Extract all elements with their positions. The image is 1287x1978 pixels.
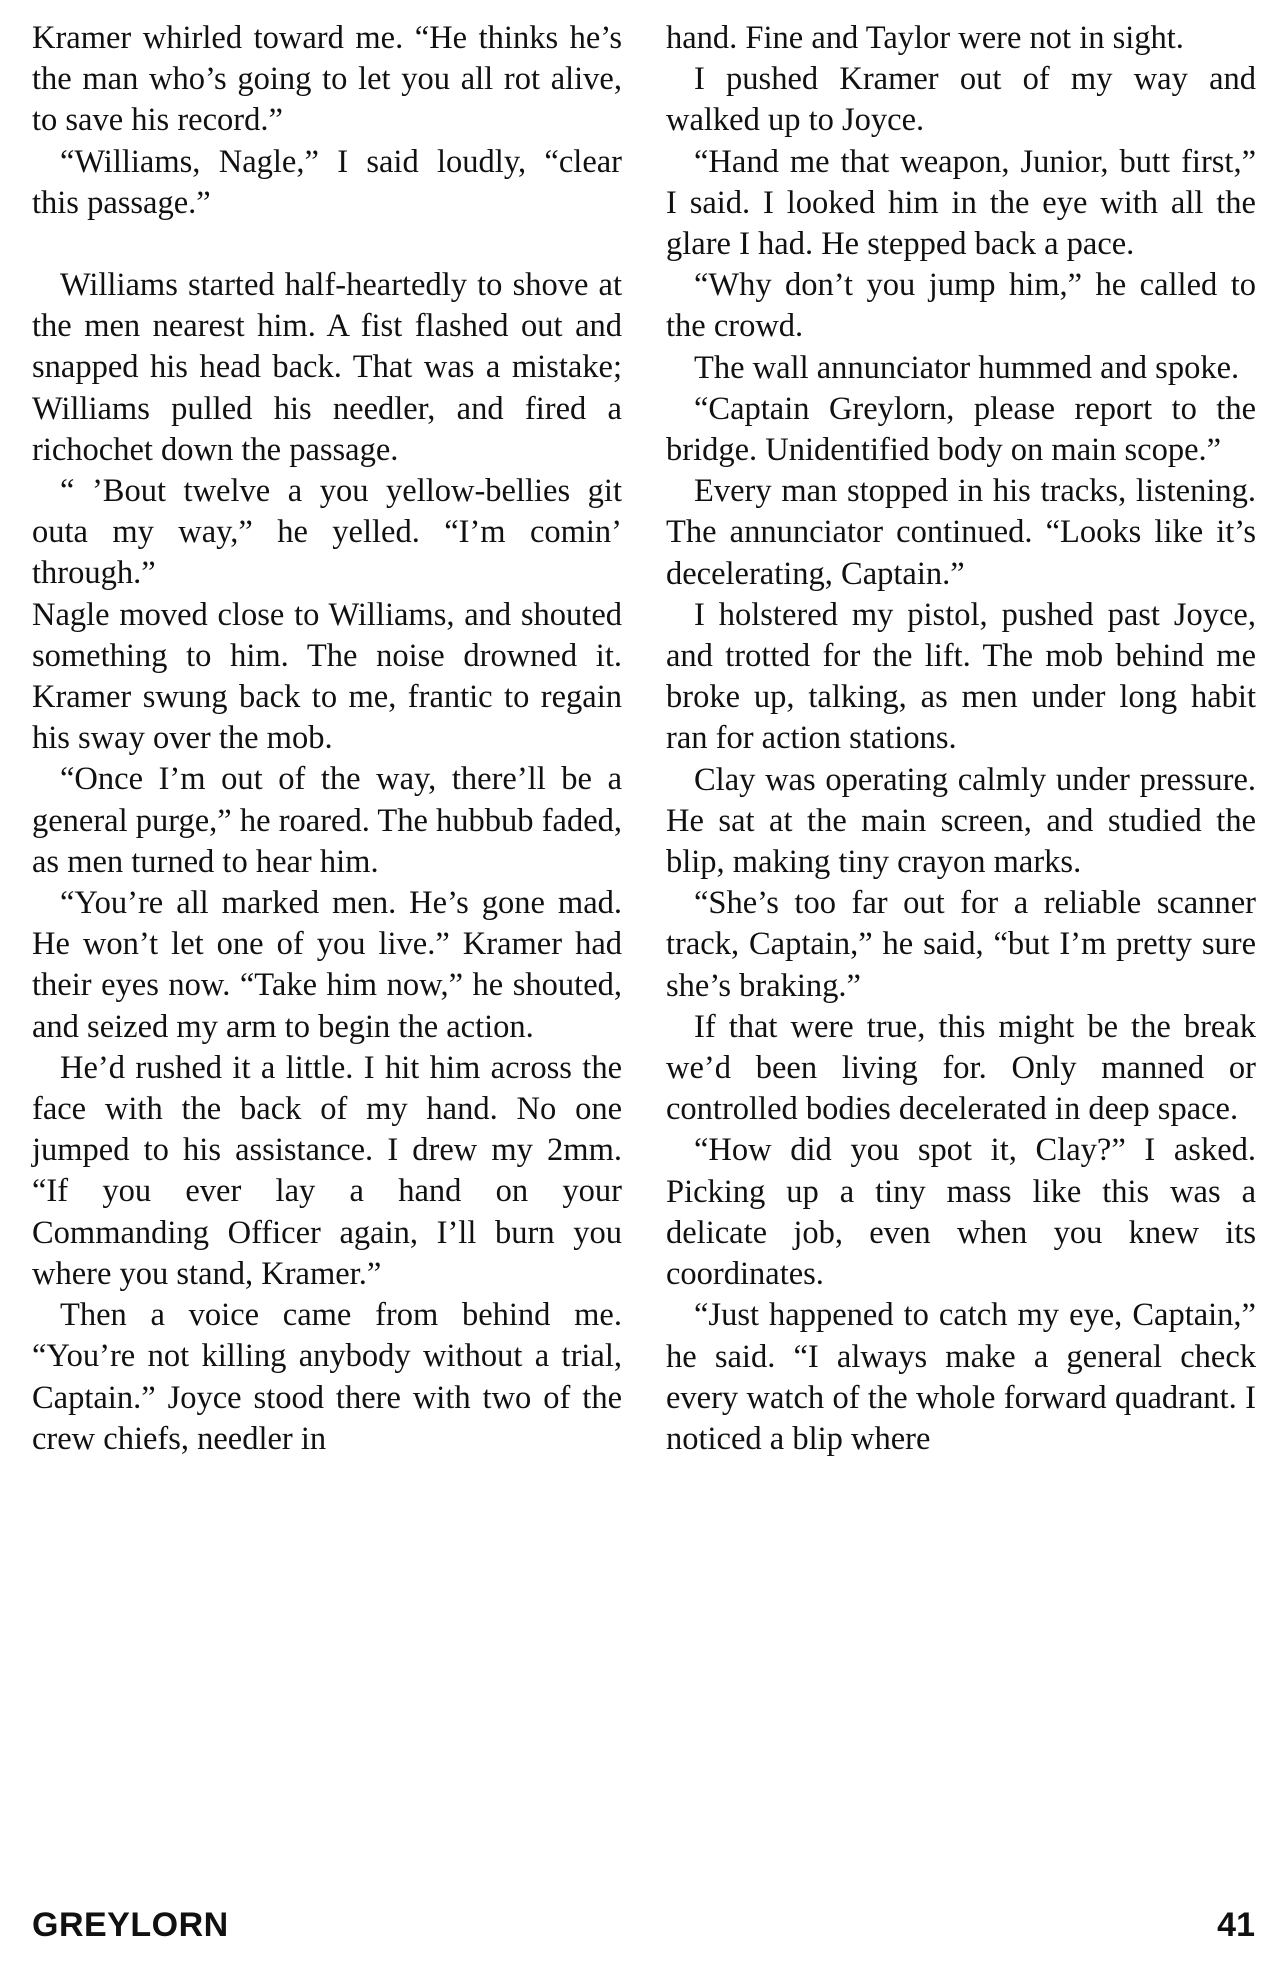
paragraph: Nagle moved close to Williams, and shouted something to him. The noise drowned it. Kramer swung back to me, frantic to regain his sway over the mob. bbox=[32, 596, 622, 757]
paragraph: “You’re all marked men. He’s gone mad. He won’t let one of you live.” Kramer had their eyes now. “Take him now,” he shouted, and seized my arm to begin the action. bbox=[32, 885, 622, 1045]
paragraph: If that were true, this might be the break we’d been living for. Only manned or controlled bodies decelerated in deep space. bbox=[666, 1008, 1256, 1128]
right-text-column bbox=[666, 18, 1256, 1460]
running-title: GREYLORN bbox=[32, 1906, 229, 1944]
paragraph: “How did you spot it, Clay?” I asked. Picking up a tiny mass like this was a delicate job, even when you knew its coordinates. bbox=[666, 1132, 1256, 1293]
page-footer bbox=[32, 1900, 1255, 1950]
page-number: 41 bbox=[1217, 1906, 1255, 1944]
paragraph: “She’s too far out for a reliable scanner track, Captain,” he said, “but I’m pretty sure she’s braking.” bbox=[666, 885, 1256, 1004]
paragraph: Every man stopped in his tracks, listening. The annunciator continued. “Looks like it’s decelerating, Captain.” bbox=[666, 473, 1256, 592]
paragraph: Then a voice came from behind me. “You’re not killing anybody without a trial, Captain.” Joyce stood there with two of the crew chiefs, needler in bbox=[32, 1297, 622, 1457]
paragraph: “Williams, Nagle,” I said loudly, “clear this passage.” bbox=[32, 143, 622, 221]
paragraph: hand. Fine and Taylor were not in sight. bbox=[666, 20, 1184, 56]
paragraph: “Captain Greylorn, please report to the bridge. Unidentified body on main scope.” bbox=[666, 390, 1256, 469]
paragraph: I pushed Kramer out of my way and walked up to Joyce. bbox=[666, 61, 1256, 139]
paragraph: He’d rushed it a little. I hit him across the face with the back of my hand. No one jumped to his assistance. I drew my 2mm. “If you ever lay a hand on your Commanding Officer again, I’ll burn you where you stand, Kramer.” bbox=[32, 1049, 622, 1292]
paragraph: Kramer whirled toward me. “He thinks he’s the man who’s going to let you all rot alive, to save his record.” bbox=[32, 20, 622, 139]
paragraph: “Hand me that weapon, Junior, butt first,” I said. I looked him in the eye with all the glare I had. He stepped back a pace. bbox=[666, 143, 1256, 263]
paragraph: I holstered my pistol, pushed past Joyce, and trotted for the lift. The mob behind me broke up, talking, as men under long habit ran for action stations. bbox=[666, 596, 1256, 757]
paragraph: Williams started half-heartedly to shove at the men nearest him. A fist flashed out and snapped his head back. That was a mistake; Williams pulled his needler, and fired a richochet down the passage. bbox=[32, 267, 622, 468]
paragraph: Clay was operating calmly under pressure. He sat at the main screen, and studied the blip, making tiny crayon marks. bbox=[666, 761, 1256, 881]
left-text-column bbox=[32, 18, 622, 1460]
paragraph: “Why don’t you jump him,” he called to the crowd. bbox=[666, 267, 1256, 345]
paragraph: “ ’Bout twelve a you yellow-bellies git outa my way,” he yelled. “I’m comin’ through.” bbox=[32, 473, 622, 592]
paragraph: “Once I’m out of the way, there’ll be a general purge,” he roared. The hubbub faded, as men turned to hear him. bbox=[32, 761, 622, 880]
paragraph: “Just happened to catch my eye, Captain,” he said. “I always make a general check every watch of the whole forward quadrant. I noticed a blip where bbox=[666, 1297, 1256, 1457]
paragraph: The wall annunciator hummed and spoke. bbox=[694, 349, 1240, 386]
